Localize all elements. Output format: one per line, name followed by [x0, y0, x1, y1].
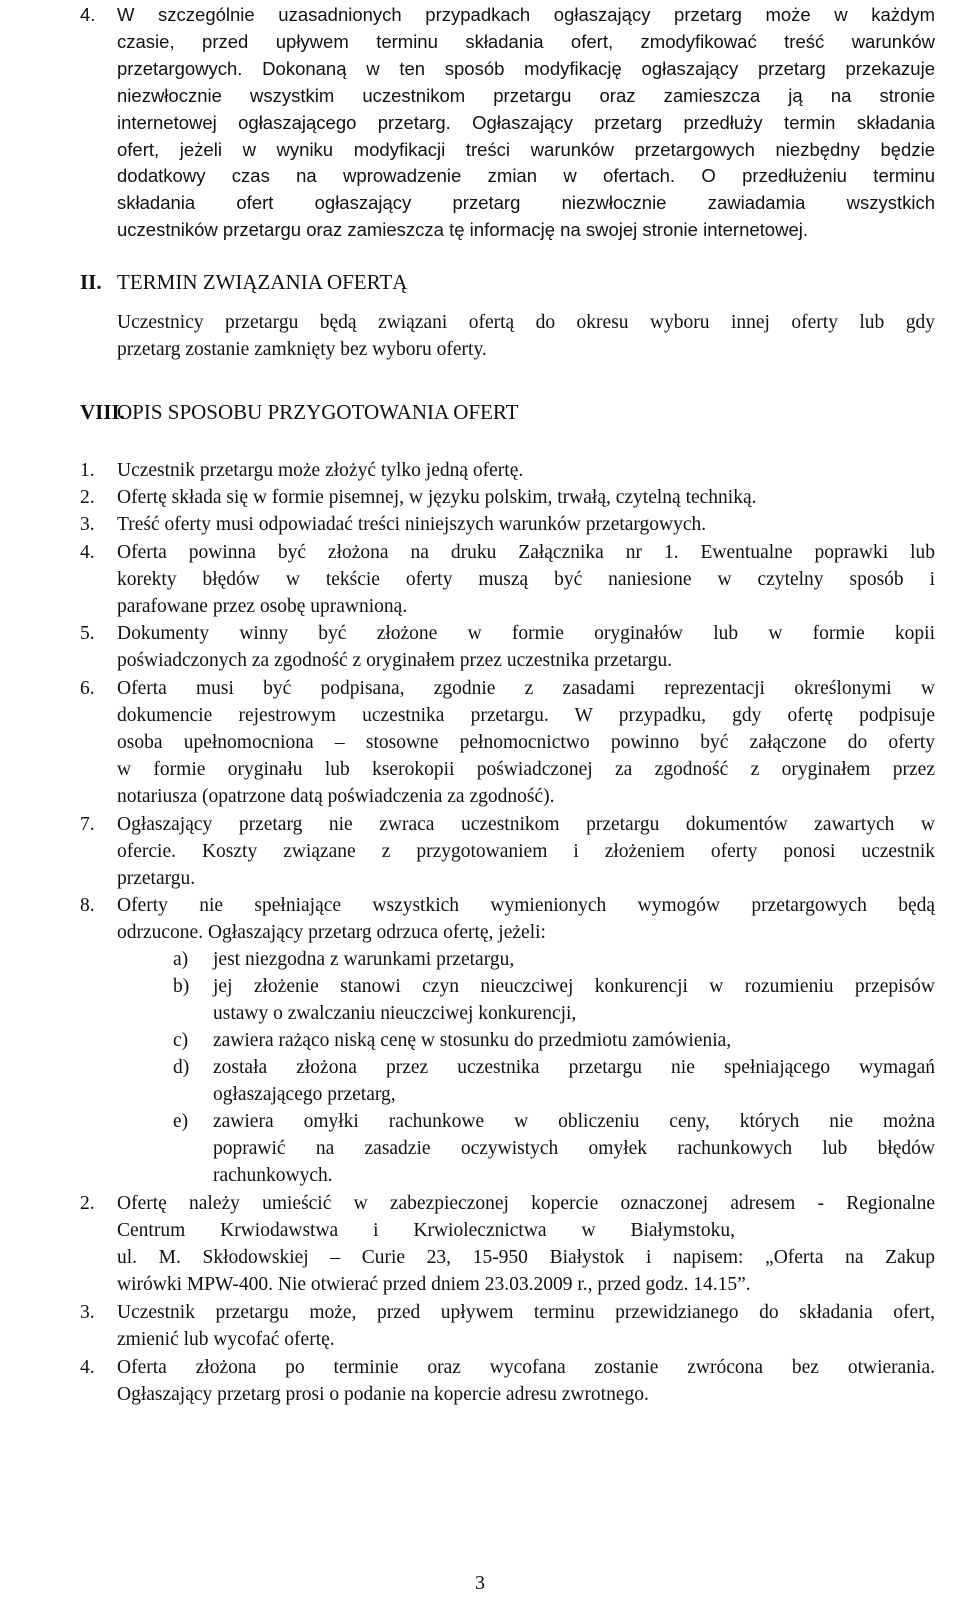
text-line: przetargowych. Dokonaną w ten sposób modyfikację ogłaszający przetarg przekazuje — [117, 57, 935, 79]
list-item — [117, 512, 935, 539]
text-line: ogłaszającego przetarg, — [213, 1083, 396, 1105]
text-line: ul. M. Skłodowskiej – Curie 23, 15-950 Białystok i napisem: „Oferta na Zakup — [117, 1246, 935, 1268]
item-number: 4. — [80, 1357, 95, 1378]
text-line: czasie, przed upływem terminu składania ofert, zmodyfikować treść warunków — [117, 30, 935, 52]
subitem — [213, 947, 935, 974]
text-line: korekty błędów w tekście oferty muszą być naniesione w czytelny sposób i — [117, 568, 935, 590]
text-line: ofercie. Koszty związane z przygotowaniem i złożeniem oferty ponosi uczestnik — [117, 840, 935, 862]
text-line: notariusza (opatrzone datą poświadczenia za zgodność). — [117, 785, 555, 807]
list-item — [117, 676, 935, 811]
text-line: rachunkowych. — [213, 1164, 333, 1186]
list-item — [117, 1191, 935, 1299]
text-line: zmienić lub wycofać ofertę. — [117, 1328, 335, 1350]
text-line: w formie oryginału lub kserokopii poświadczonej za zgodność z oryginałem przez — [117, 758, 935, 780]
section-number: II. — [80, 270, 102, 294]
paragraph-binding-period — [117, 310, 935, 364]
subitem-letter: e) — [173, 1111, 189, 1132]
item-number: 6. — [80, 678, 95, 699]
text-line: wirówki MPW-400. Nie otwierać przed dniem 23.03.2009 r., przed godz. 14.15”. — [117, 1273, 751, 1295]
text-line: W szczególnie uzasadnionych przypadkach ogłaszający przetarg może w każdym — [117, 4, 935, 25]
item-number: 3. — [80, 514, 95, 535]
section-heading: OPIS SPOSOBU PRZYGOTOWANIA OFERT — [117, 400, 519, 424]
text-line: odrzucone. Ogłaszający przetarg odrzuca ofertę, jeżeli: — [117, 921, 546, 943]
text-line: Treść oferty musi odpowiadać treści niniejszych warunków przetargowych. — [117, 514, 707, 535]
list-item — [117, 893, 935, 947]
text-line: Oferta powinna być złożona na druku Załącznika nr 1. Ewentualne poprawki lub — [117, 542, 935, 563]
text-line: poprawić na zasadzie oczywistych omyłek rachunkowych lub błędów — [213, 1137, 935, 1159]
text-line: Uczestnik przetargu może, przed upływem terminu przewidzianego do składania ofert, — [117, 1302, 935, 1323]
text-line: została złożona przez uczestnika przetargu nie spełniającego wymagań — [213, 1057, 935, 1078]
subitem — [213, 974, 935, 1028]
text-line: internetowej ogłaszającego przetarg. Ogłaszający przetarg przedłuży termin składania — [117, 111, 935, 133]
subitem-letter: a) — [173, 949, 189, 970]
subitem-letter: b) — [173, 976, 190, 997]
subitem — [213, 1055, 935, 1109]
item-number: 2. — [80, 487, 95, 508]
list-item — [117, 485, 935, 512]
item-number: 2. — [80, 1193, 95, 1214]
text-line: ofert, jeżeli w wyniku modyfikacji treści warunków przetargowych niezbędny będzie — [117, 138, 935, 160]
paragraph-item-4 — [117, 2, 935, 244]
text-line: jest niezgodna z warunkami przetargu, — [213, 949, 515, 970]
text-line: jej złożenie stanowi czyn nieuczciwej konkurencji w rozumieniu przepisów — [213, 976, 935, 997]
text-line: zawiera rażąco niską cenę w stosunku do przedmiotu zamówienia, — [213, 1030, 732, 1051]
text-line: składania ofert ogłaszający przetarg niezwłocznie zawiadamia wszystkich — [117, 192, 935, 214]
text-line: przetargu. — [117, 867, 196, 889]
page-number: 3 — [475, 1572, 485, 1594]
item-number: 3. — [80, 1302, 95, 1323]
text-line: Ogłaszający przetarg prosi o podanie na kopercie adresu zwrotnego. — [117, 1383, 649, 1405]
text-line: niezwłocznie wszystkim uczestnikom przetargu oraz zamieszcza ją na stronie — [117, 84, 935, 106]
text-line: Dokumenty winny być złożone w formie oryginałów lub w formie kopii — [117, 623, 935, 644]
item-number: 8. — [80, 895, 95, 916]
text-line: ustawy o zwalczaniu nieuczciwej konkurencji, — [213, 1002, 577, 1024]
subitem-letter: d) — [173, 1057, 190, 1078]
list-item — [117, 540, 935, 621]
text-line: poświadczonych za zgodność z oryginałem przez uczestnika przetargu. — [117, 649, 673, 671]
item-number: 1. — [80, 460, 95, 481]
text-line: Ofertę składa się w formie pisemnej, w języku polskim, trwałą, czytelną techniką. — [117, 487, 757, 508]
text-line: Oferta musi być podpisana, zgodnie z zasadami reprezentacji określonymi w — [117, 678, 935, 699]
text-line: dokumencie rejestrowym uczestnika przetargu. W przypadku, gdy ofertę podpisuje — [117, 704, 935, 726]
text-line: parafowane przez osobę uprawnioną. — [117, 595, 408, 617]
item-number: 5. — [80, 623, 95, 644]
text-line: Centrum Krwiodawstwa i Krwiolecznictwa w Białymstoku, — [117, 1219, 735, 1241]
subitem — [213, 1028, 935, 1055]
list-item — [117, 1300, 935, 1354]
text-line: Ofertę należy umieścić w zabezpieczonej kopercie oznaczonej adresem - Regionalne — [117, 1193, 935, 1214]
text-line: uczestników przetargu oraz zamieszcza tę informację na swojej stronie internetowej. — [117, 219, 808, 241]
item-number: 4. — [80, 4, 96, 25]
list-item — [117, 458, 935, 485]
text-line: przetarg zostanie zamknięty bez wyboru oferty. — [117, 338, 487, 360]
text-line: Oferta złożona po terminie oraz wycofana zostanie zwrócona bez otwierania. — [117, 1357, 935, 1378]
text-line: Uczestnik przetargu może złożyć tylko jedną ofertę. — [117, 460, 524, 481]
item-number: 7. — [80, 814, 95, 835]
item-number: 4. — [80, 542, 95, 563]
section-number: VIII. — [80, 400, 125, 424]
text-line: zawiera omyłki rachunkowe w obliczeniu ceny, których nie można — [213, 1111, 935, 1132]
text-line: dodatkowy czas na wprowadzenie zmian w ofertach. O przedłużeniu terminu — [117, 165, 935, 187]
list-item — [117, 812, 935, 893]
subitem — [213, 1109, 935, 1190]
list-item — [117, 621, 935, 675]
section-heading: TERMIN ZWIĄZANIA OFERTĄ — [117, 270, 408, 294]
text-line: Ogłaszający przetarg nie zwraca uczestnikom przetargu dokumentów zawartych w — [117, 814, 935, 835]
text-line: Uczestnicy przetargu będą związani ofertą do okresu wyboru innej oferty lub gdy — [117, 312, 935, 333]
text-line: Oferty nie spełniające wszystkich wymienionych wymogów przetargowych będą — [117, 895, 935, 916]
list-item — [117, 1355, 935, 1409]
text-line: osoba upełnomocniona – stosowne pełnomocnictwo powinno być załączone do oferty — [117, 731, 935, 753]
subitem-letter: c) — [173, 1030, 189, 1051]
